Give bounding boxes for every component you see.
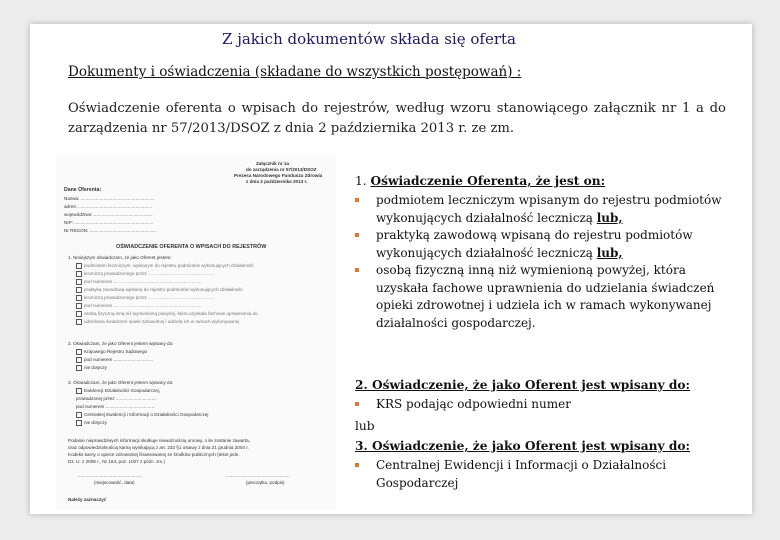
form-field: województwo: ..............................................	[64, 212, 153, 217]
section-2	[355, 376, 735, 414]
form-heading: OŚWIADCZENIE OFERENTA O WPISACH DO REJESTRÓW	[116, 244, 267, 250]
form-item: Ewidencji Działalności Gospodarczej,	[76, 388, 160, 394]
form-item: nie dotyczy	[76, 365, 107, 371]
form-item: praktyką zawodową wpisaną do rejestru podmiotów wykonujących działalność	[76, 287, 243, 293]
form-item: leczniczą prowadzonego przez ....................................................	[76, 271, 214, 277]
list-item: osobą fizyczną inną niż wymienioną powyżej, która uzyskała fachowe uprawnienia do udzielania świadczeń opieki zdrowotnej i udziela ich w ramach wykonywanej działalności gospodarczej.	[355, 262, 735, 332]
form-item: pod numerem ......................................	[76, 404, 155, 409]
form-header-line: do zarządzenia nr 57/2013/DSOZ	[246, 167, 317, 172]
bullet-icon	[355, 268, 359, 272]
section-3	[355, 437, 735, 492]
form-item: pod numerem ...............................	[76, 357, 153, 363]
form-footer-line: oraz odpowiedzialnością karną wynikającą z art. 233 §1 ustawy z dnia 21 grudnia 2004 r.	[68, 445, 249, 450]
form-item: osobą fizyczną inną niż wymienioną powyżej, która uzyskała fachowe uprawnienia do	[76, 311, 258, 317]
form-item: prowadzonej przez ................................	[76, 396, 157, 401]
list-item: praktyką zawodową wpisaną do rejestru podmiotów wykonujących działalność leczniczą lub,	[355, 227, 735, 262]
form-item: Centralnej Ewidencji i Informacji o Działalności Gospodarczej	[76, 412, 208, 418]
form-footer-line: Podanie nieprawdziwych informacji skutkuje nieważnością umowy, o ile zostanie zawarta,	[68, 438, 250, 443]
form-sign-dots: ..................................................	[226, 473, 290, 478]
bullet-icon	[355, 233, 359, 237]
section-2-heading: 2. Oświadczenie, że jako Oferent jest wpisany do:	[355, 378, 691, 392]
form-item: Krajowego Rejestru Sądowego	[76, 349, 147, 355]
form-footer-line: Kodeks karny o opiece zdrowotnej finansowanej ze środków publicznych (tekst jedn.	[68, 452, 240, 457]
bullet-icon	[355, 402, 359, 406]
section-3-heading: 3. Oświadczenie, że jako Oferent jest wpisany do:	[355, 439, 691, 453]
slide-subtitle: Dokumenty i oświadczenia (składane do wszystkich postępowań) :	[68, 64, 522, 80]
form-s1: 1. Niniejszym oświadczam, że jako Oferent jestem:	[68, 255, 172, 260]
slide-title: Z jakich dokumentów składa się oferta	[222, 30, 516, 48]
form-scan-image	[56, 155, 336, 510]
list-item: Centralnej Ewidencji i Informacji o Działalności Gospodarczej	[355, 457, 735, 492]
form-item: leczniczą prowadzonego przez ....................................................	[76, 295, 214, 301]
list-item: podmiotem leczniczym wpisanym do rejestru podmiotów wykonujących działalność leczniczą lub,	[355, 192, 735, 227]
form-item: pod numerem .....................................................................	[76, 303, 202, 309]
form-item: podmiotem leczniczym, wpisanym do rejestru podmiotów wykonujących działalność	[76, 263, 254, 269]
form-bottom-note: Należy zaznaczyć	[68, 497, 107, 502]
form-s3: 3. Oświadczam, że jako Oferent jestem wpisany do:	[68, 380, 174, 385]
form-item: udzielania świadczeń opieki zdrowotnej i udziela ich w ramach wykonywanej	[76, 319, 239, 325]
form-field: NIP: ..............................................................	[64, 220, 154, 225]
lub-label: lub	[355, 419, 375, 433]
list-item: KRS podając odpowiedni numer	[355, 396, 735, 414]
form-header-line: z dnia 2 października 2013 r.	[246, 179, 308, 184]
form-s2: 2. Oświadczam, że jako Oferent jestem wpisany do:	[68, 341, 174, 346]
section-1-heading: 1. Oświadczenie Oferenta, że jest on:	[355, 174, 606, 188]
form-header-line: Prezesa Narodowego Funduszu Zdrowia	[234, 173, 323, 178]
form-field: Nr REGON: ....................................................	[64, 228, 156, 233]
form-sign-right: (pieczątka, podpis)	[246, 480, 285, 485]
bullet-icon	[355, 463, 359, 467]
intro-paragraph: Oświadczenie oferenta o wpisach do rejestrów, według wzoru stanowiącego załącznik nr 1 a do zarządzenia nr 57/2013/DSOZ z dnia 2 października 2013 r. ze zm.	[68, 101, 726, 136]
form-field: adres: ..........................................................	[64, 204, 153, 209]
form-item: nie dotyczy	[76, 420, 107, 426]
bullet-icon	[355, 198, 359, 202]
form-field: Nazwa: ..........................................................	[64, 196, 155, 201]
form-sign-dots: ..................................................	[78, 473, 142, 478]
section-1	[355, 172, 735, 332]
form-header-line: Załącznik nr 1a	[256, 161, 289, 166]
form-sign-left: (miejscowość, data)	[94, 480, 135, 485]
form-item: pod numerem .....................................................................	[76, 279, 202, 285]
form-oferent-label: Dane Oferenta:	[64, 187, 102, 193]
form-footer-line: Dz. U. z 2008 r., Nr 164, poz. 1027 z późn. zm.)	[68, 459, 166, 464]
